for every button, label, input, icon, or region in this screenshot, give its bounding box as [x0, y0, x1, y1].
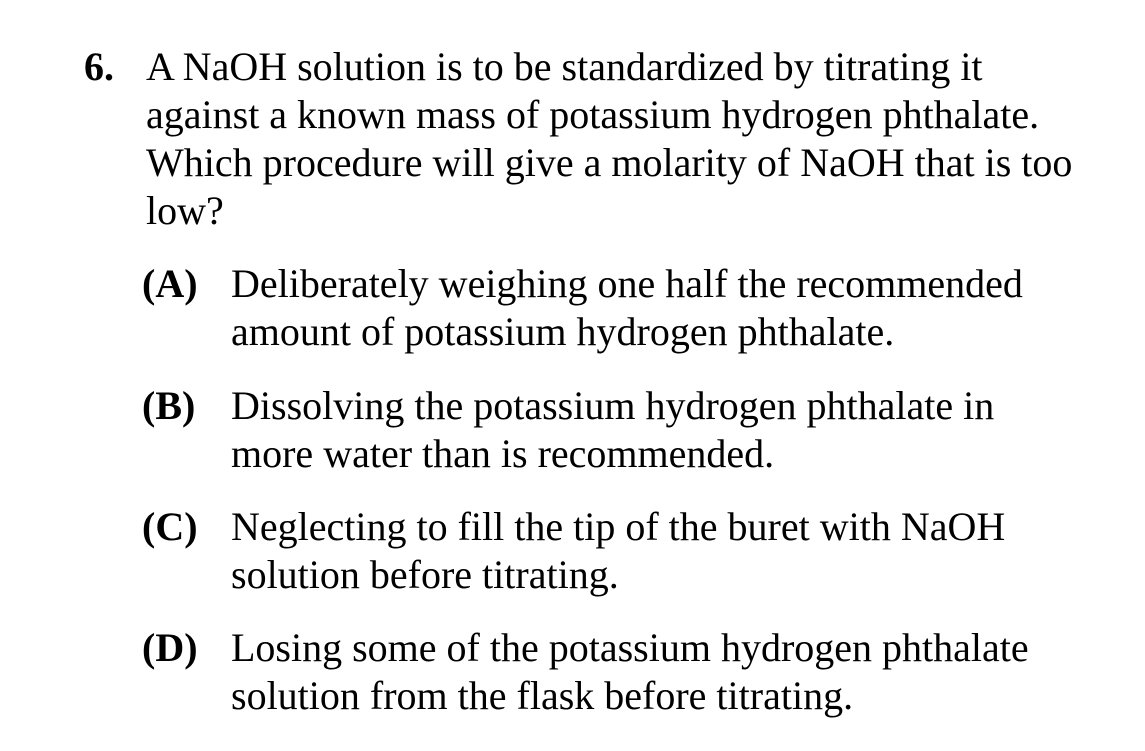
choice-label-d: (D)	[142, 625, 198, 670]
choice-label-a: (A)	[142, 261, 198, 306]
question-stem: A NaOH solution is to be standardized by titrating it against a known mass of potassium hydrogen phthalate. Which procedure will give a molarity of NaOH that is too low?	[146, 44, 1073, 233]
choice-text-a: Deliberately weighing one half the recommended amount of potassium hydrogen phthalate.	[231, 261, 1023, 354]
choice-text-b: Dissolving the potassium hydrogen phthalate in more water than is recommended.	[231, 383, 995, 476]
choice-label-c: (C)	[142, 504, 198, 549]
question-number: 6.	[84, 44, 114, 89]
choice-label-b: (B)	[142, 383, 196, 428]
choice-text-c: Neglecting to fill the tip of the buret with NaOH solution before titrating.	[231, 504, 1006, 597]
choice-text-d: Losing some of the potassium hydrogen phthalate solution from the flask before titrating.	[231, 625, 1029, 718]
